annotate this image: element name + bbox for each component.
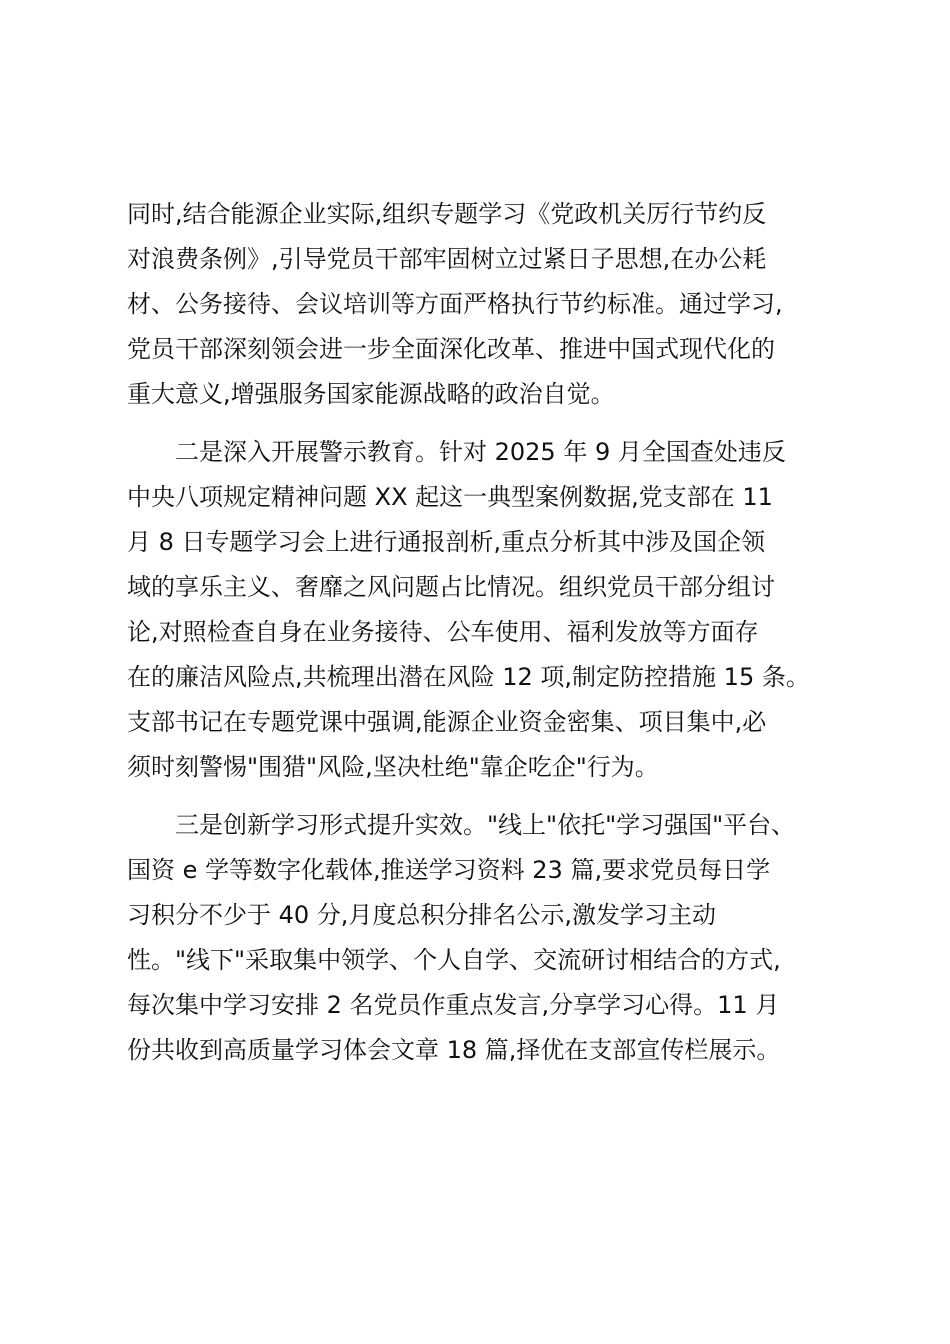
paragraph-spacing (127, 790, 837, 803)
paragraph-line: 性。"线下"采取集中领学、个人自学、交流研讨相结合的方式, (127, 946, 781, 974)
paragraph-line: 每次集中学习安排 2 名党员作重点发言,分享学习心得。11 月 (127, 991, 780, 1019)
paragraph-line: 二是深入开展警示教育。针对 2025 年 9 月全国查处违反 (175, 438, 786, 466)
paragraph-line: 中央八项规定精神问题 XX 起这一典型案例数据,党支部在 11 (127, 483, 773, 511)
paragraph-line: 份共收到高质量学习体会文章 18 篇,择优在支部宣传栏展示。 (127, 1036, 781, 1064)
paragraph-line: 习积分不少于 40 分,月度总积分排名公示,激发学习主动 (127, 901, 717, 929)
paragraph-line: 党员干部深刻领会进一步全面深化改革、推进中国式现代化的 (127, 335, 775, 363)
paragraph-line: 在的廉洁风险点,共梳理出潜在风险 12 项,制定防控措施 15 条。 (127, 663, 810, 691)
paragraph-2 (127, 430, 837, 790)
paragraph-line: 国资 e 学等数字化载体,推送学习资料 23 篇,要求党员每日学 (127, 856, 771, 884)
paragraph-line: 月 8 日专题学习会上进行通报剖析,重点分析其中涉及国企领 (127, 528, 766, 556)
paragraph-line: 支部书记在专题党课中强调,能源企业资金密集、项目集中,必 (127, 708, 767, 736)
paragraph-1 (127, 192, 837, 417)
paragraph-line: 重大意义,增强服务国家能源战略的政治自觉。 (127, 380, 615, 408)
paragraph-line: 域的享乐主义、奢靡之风问题占比情况。组织党员干部分组讨 (127, 573, 775, 601)
paragraph-line: 论,对照检查自身在业务接待、公车使用、福利发放等方面存 (127, 618, 759, 646)
paragraph-line: 材、公务接待、会议培训等方面严格执行节约标准。通过学习, (127, 290, 783, 318)
paragraph-3 (127, 803, 837, 1073)
paragraph-line: 对浪费条例》,引导党员干部牢固树立过紧日子思想,在办公耗 (127, 245, 767, 273)
paragraph-line: 同时,结合能源企业实际,组织专题学习《党政机关厉行节约反 (127, 200, 767, 228)
paragraph-spacing (127, 417, 837, 430)
paragraph-line: 三是创新学习形式提升实效。"线上"依托"学习强国"平台、 (175, 811, 796, 839)
document-body (127, 192, 837, 1073)
paragraph-line: 须时刻警惕"围猎"风险,坚决杜绝"靠企吃企"行为。 (127, 753, 659, 781)
